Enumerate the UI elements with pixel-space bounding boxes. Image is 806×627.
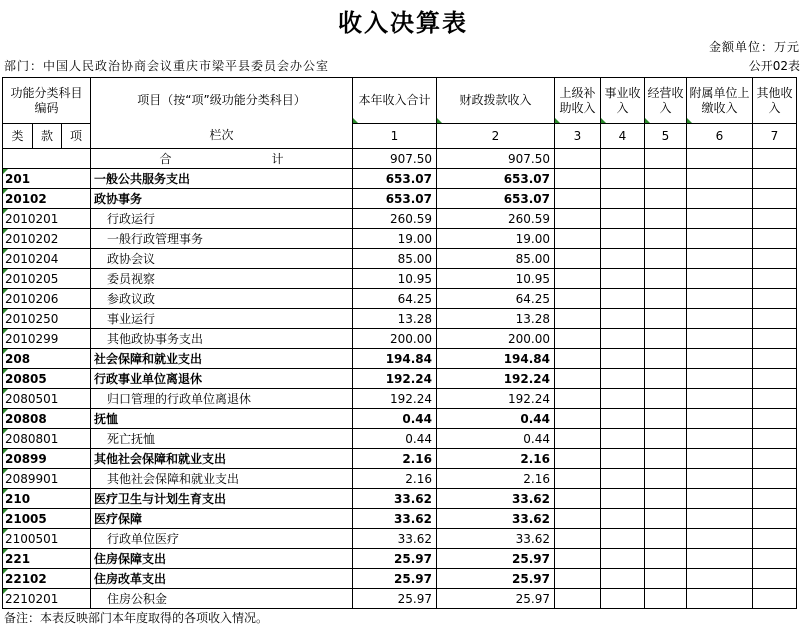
- row-code: 20808: [3, 409, 91, 429]
- table-row: [3, 209, 797, 229]
- row-fiscal: 2.16: [437, 449, 555, 469]
- table-row: [3, 569, 797, 589]
- row-total-income: 13.28: [353, 309, 437, 329]
- table-row: [3, 289, 797, 309]
- row-item-name: 行政事业单位离退休: [91, 369, 353, 389]
- row-fiscal: 194.84: [437, 349, 555, 369]
- row-fiscal: 10.95: [437, 269, 555, 289]
- row-code: 221: [3, 549, 91, 569]
- row-total-income: 2.16: [353, 449, 437, 469]
- row-item-name: 住房保障支出: [91, 549, 353, 569]
- row-fiscal: 85.00: [437, 249, 555, 269]
- row-total-income: 25.97: [353, 549, 437, 569]
- report-title: 收入决算表: [338, 8, 468, 37]
- total-label: [91, 149, 353, 169]
- table-row: [3, 249, 797, 269]
- total-fiscal-value: 907.50: [437, 149, 555, 169]
- row-total-income: 653.07: [353, 189, 437, 209]
- row-fiscal: 0.44: [437, 429, 555, 449]
- row-total-income: 192.24: [353, 389, 437, 409]
- row-item-name: 医疗保障: [91, 509, 353, 529]
- table-row: [3, 469, 797, 489]
- row-code: 20805: [3, 369, 91, 389]
- table-row: [3, 529, 797, 549]
- row-fiscal: 0.44: [437, 409, 555, 429]
- row-item-name: 行政运行: [91, 209, 353, 229]
- row-fiscal: 200.00: [437, 329, 555, 349]
- row-item-name: 医疗卫生与计划生育支出: [91, 489, 353, 509]
- row-fiscal: 33.62: [437, 509, 555, 529]
- header-xiang: 项: [62, 124, 91, 149]
- row-fiscal: 19.00: [437, 229, 555, 249]
- table-row: [3, 349, 797, 369]
- table-row: [3, 409, 797, 429]
- row-item-name: 住房改革支出: [91, 569, 353, 589]
- row-total-income: 25.97: [353, 589, 437, 609]
- row-fiscal: 25.97: [437, 569, 555, 589]
- row-total-income: 0.44: [353, 409, 437, 429]
- row-fiscal: 260.59: [437, 209, 555, 229]
- row-item-name: 死亡抚恤: [91, 429, 353, 449]
- row-total-income: 33.62: [353, 529, 437, 549]
- col-num-6: 6: [687, 124, 753, 149]
- row-item-name: 抚恤: [91, 409, 353, 429]
- row-item-name: 事业运行: [91, 309, 353, 329]
- table-row: [3, 589, 797, 609]
- header-func-code: 功能分类科目编码: [3, 78, 91, 124]
- header-other: 其他收入: [753, 78, 797, 124]
- row-code: 2210201: [3, 589, 91, 609]
- header-item: 项目（按“项”级功能分类科目）: [91, 78, 353, 124]
- col-num-1: 1: [353, 124, 437, 149]
- row-fiscal: 653.07: [437, 189, 555, 209]
- row-item-name: 住房公积金: [91, 589, 353, 609]
- row-item-name: 社会保障和就业支出: [91, 349, 353, 369]
- header-row: [3, 78, 797, 124]
- row-fiscal: 33.62: [437, 529, 555, 549]
- row-total-income: 10.95: [353, 269, 437, 289]
- row-code: 2010206: [3, 289, 91, 309]
- row-total-income: 85.00: [353, 249, 437, 269]
- header-business: 事业收入: [601, 78, 645, 124]
- total-label-left: 合: [159, 151, 172, 166]
- col-num-3: 3: [555, 124, 601, 149]
- row-code: 2080801: [3, 429, 91, 449]
- table-row: [3, 269, 797, 289]
- table-row: [3, 369, 797, 389]
- row-item-name: 一般行政管理事务: [91, 229, 353, 249]
- row-item-name: 归口管理的行政单位离退休: [91, 389, 353, 409]
- row-total-income: 25.97: [353, 569, 437, 589]
- row-code: 2089901: [3, 469, 91, 489]
- row-item-name: 其他政协事务支出: [91, 329, 353, 349]
- header-column-no: 栏次: [91, 124, 353, 149]
- row-code: 2010205: [3, 269, 91, 289]
- table-row: [3, 549, 797, 569]
- header-total-income: 本年收入合计: [353, 78, 437, 124]
- row-item-name: 参政议政: [91, 289, 353, 309]
- footer-note: 备注：本表反映部门本年度取得的各项收入情况。: [4, 611, 269, 625]
- row-item-name: 行政单位医疗: [91, 529, 353, 549]
- table-row: [3, 429, 797, 449]
- row-item-name: 委员视察: [91, 269, 353, 289]
- row-code: 21005: [3, 509, 91, 529]
- row-total-income: 64.25: [353, 289, 437, 309]
- col-num-2: 2: [437, 124, 555, 149]
- table-row: [3, 489, 797, 509]
- row-code: 2010204: [3, 249, 91, 269]
- row-code: 2010201: [3, 209, 91, 229]
- row-item-name: 政协事务: [91, 189, 353, 209]
- total-income-value: 907.50: [353, 149, 437, 169]
- row-code: 2080501: [3, 389, 91, 409]
- row-code: 22102: [3, 569, 91, 589]
- row-code: 2010250: [3, 309, 91, 329]
- row-total-income: 194.84: [353, 349, 437, 369]
- table-row: [3, 389, 797, 409]
- row-fiscal: 25.97: [437, 589, 555, 609]
- header-superior: 上级补助收入: [555, 78, 601, 124]
- row-total-income: 192.24: [353, 369, 437, 389]
- row-total-income: 260.59: [353, 209, 437, 229]
- col-num-7: 7: [753, 124, 797, 149]
- row-total-income: 33.62: [353, 509, 437, 529]
- row-code: 2100501: [3, 529, 91, 549]
- header-kuan: 款: [33, 124, 62, 149]
- table-row: [3, 449, 797, 469]
- row-fiscal: 192.24: [437, 369, 555, 389]
- row-item-name: 政协会议: [91, 249, 353, 269]
- row-code: 210: [3, 489, 91, 509]
- row-total-income: 19.00: [353, 229, 437, 249]
- table-row: [3, 309, 797, 329]
- row-fiscal: 13.28: [437, 309, 555, 329]
- row-code: 20102: [3, 189, 91, 209]
- header-fiscal: 财政拨款收入: [437, 78, 555, 124]
- row-item-name: 其他社会保障和就业支出: [91, 449, 353, 469]
- table-row: [3, 169, 797, 189]
- row-total-income: 200.00: [353, 329, 437, 349]
- row-fiscal: 64.25: [437, 289, 555, 309]
- column-number-row: [3, 124, 797, 149]
- row-code: 201: [3, 169, 91, 189]
- row-fiscal: 653.07: [437, 169, 555, 189]
- row-item-name: 其他社会保障和就业支出: [91, 469, 353, 489]
- table-row: [3, 189, 797, 209]
- amount-unit: 金额单位：万元: [708, 40, 800, 54]
- row-code: 20899: [3, 449, 91, 469]
- row-fiscal: 2.16: [437, 469, 555, 489]
- row-total-income: 0.44: [353, 429, 437, 449]
- form-code: 公开02表: [748, 59, 800, 73]
- row-code: 2010202: [3, 229, 91, 249]
- table-row: [3, 229, 797, 249]
- row-fiscal: 25.97: [437, 549, 555, 569]
- header-lei: 类: [3, 124, 33, 149]
- row-code: 208: [3, 349, 91, 369]
- row-total-income: 653.07: [353, 169, 437, 189]
- total-row: [3, 149, 797, 169]
- col-num-5: 5: [645, 124, 687, 149]
- row-item-name: 一般公共服务支出: [91, 169, 353, 189]
- row-fiscal: 33.62: [437, 489, 555, 509]
- row-code: 2010299: [3, 329, 91, 349]
- table-row: [3, 509, 797, 529]
- row-total-income: 33.62: [353, 489, 437, 509]
- header-operating: 经营收入: [645, 78, 687, 124]
- table-row: [3, 329, 797, 349]
- department-label: 部门：中国人民政治协商会议重庆市梁平县委员会办公室: [4, 59, 330, 73]
- row-total-income: 2.16: [353, 469, 437, 489]
- total-label-right: 计: [271, 151, 284, 166]
- row-fiscal: 192.24: [437, 389, 555, 409]
- income-table: [2, 77, 797, 609]
- col-num-4: 4: [601, 124, 645, 149]
- header-affiliated: 附属单位上缴收入: [687, 78, 753, 124]
